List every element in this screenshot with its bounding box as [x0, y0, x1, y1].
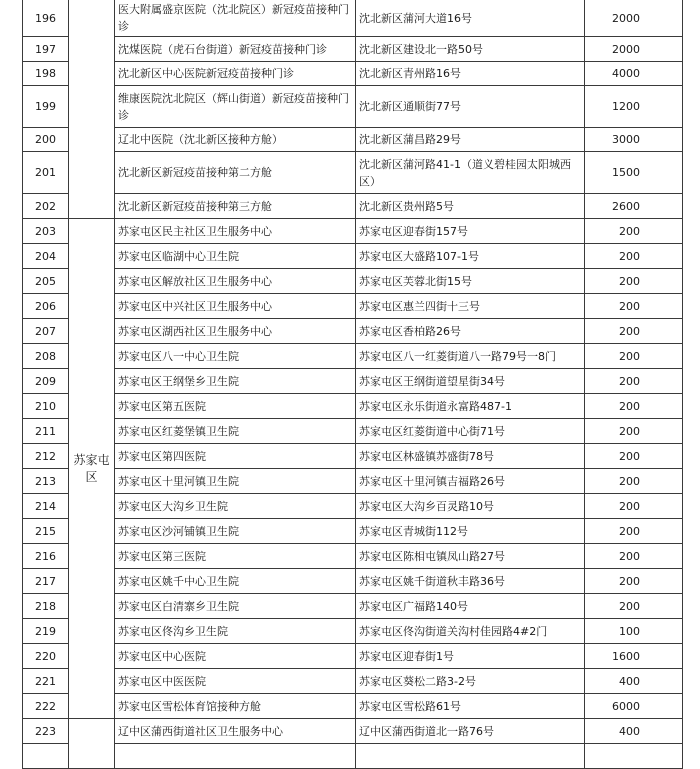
row-number: 221	[23, 669, 69, 694]
table-row	[23, 594, 683, 619]
dose-count: 200	[585, 369, 683, 394]
site-address: 苏家屯区雪松路61号	[356, 694, 585, 719]
site-address: 苏家屯区葵松二路3-2号	[356, 669, 585, 694]
row-number: 207	[23, 319, 69, 344]
table-row	[23, 419, 683, 444]
table-row	[23, 519, 683, 544]
dose-count: 200	[585, 494, 683, 519]
table-row	[23, 152, 683, 194]
site-name: 沈北新区新冠疫苗接种第三方舱	[115, 194, 356, 219]
row-number: 203	[23, 219, 69, 244]
row-number	[23, 744, 69, 769]
site-address: 苏家屯区大盛路107-1号	[356, 244, 585, 269]
site-name: 苏家屯区八一中心卫生院	[115, 344, 356, 369]
row-number: 200	[23, 128, 69, 152]
district-cell	[69, 0, 115, 219]
site-address: 苏家屯区迎春街1号	[356, 644, 585, 669]
row-number: 209	[23, 369, 69, 394]
row-number: 204	[23, 244, 69, 269]
site-name: 苏家屯区湖西社区卫生服务中心	[115, 319, 356, 344]
site-address: 苏家屯区佟沟街道关沟村佳园路4#2门	[356, 619, 585, 644]
site-address: 苏家屯区姚千街道秋丰路36号	[356, 569, 585, 594]
site-name	[115, 744, 356, 769]
table-row	[23, 319, 683, 344]
site-name: 沈煤医院（虎石台街道）新冠疫苗接种门诊	[115, 37, 356, 62]
site-address: 沈北新区建设北一路50号	[356, 37, 585, 62]
site-name: 苏家屯区佟沟乡卫生院	[115, 619, 356, 644]
site-address: 苏家屯区广福路140号	[356, 594, 585, 619]
row-number: 217	[23, 569, 69, 594]
table-row	[23, 37, 683, 62]
district-cell	[69, 719, 115, 769]
dose-count: 2000	[585, 0, 683, 37]
site-name: 维康医院沈北院区（辉山街道）新冠疫苗接种门诊	[115, 86, 356, 128]
table-row	[23, 744, 683, 769]
site-name: 苏家屯区姚千中心卫生院	[115, 569, 356, 594]
site-name: 苏家屯区中心医院	[115, 644, 356, 669]
dose-count: 200	[585, 394, 683, 419]
dose-count: 1500	[585, 152, 683, 194]
site-name: 苏家屯区沙河铺镇卫生院	[115, 519, 356, 544]
site-name: 苏家屯区第三医院	[115, 544, 356, 569]
table-row	[23, 128, 683, 152]
site-name: 苏家屯区第四医院	[115, 444, 356, 469]
dose-count: 2600	[585, 194, 683, 219]
dose-count: 100	[585, 619, 683, 644]
row-number: 198	[23, 62, 69, 86]
table-row	[23, 544, 683, 569]
site-address: 沈北新区贵州路5号	[356, 194, 585, 219]
site-address: 沈北新区蒲河路41-1（道义碧桂园太阳城西区）	[356, 152, 585, 194]
table-row	[23, 0, 683, 37]
dose-count: 200	[585, 319, 683, 344]
site-address: 苏家屯区王纲街道望星街34号	[356, 369, 585, 394]
site-name: 苏家屯区临湖中心卫生院	[115, 244, 356, 269]
table-row	[23, 694, 683, 719]
dose-count: 200	[585, 469, 683, 494]
row-number: 220	[23, 644, 69, 669]
table-row	[23, 344, 683, 369]
dose-count: 6000	[585, 694, 683, 719]
site-name: 苏家屯区雪松体育馆接种方舱	[115, 694, 356, 719]
table-row	[23, 669, 683, 694]
row-number: 215	[23, 519, 69, 544]
row-number: 205	[23, 269, 69, 294]
row-number: 218	[23, 594, 69, 619]
row-number: 212	[23, 444, 69, 469]
site-address: 苏家屯区永乐街道永富路487-1	[356, 394, 585, 419]
site-name: 苏家屯区民主社区卫生服务中心	[115, 219, 356, 244]
site-name: 苏家屯区白清寨乡卫生院	[115, 594, 356, 619]
site-address: 苏家屯区大沟乡百灵路10号	[356, 494, 585, 519]
site-address: 苏家屯区陈相屯镇凤山路27号	[356, 544, 585, 569]
table-row	[23, 619, 683, 644]
dose-count: 1600	[585, 644, 683, 669]
row-number: 202	[23, 194, 69, 219]
table-row	[23, 219, 683, 244]
site-address: 沈北新区青州路16号	[356, 62, 585, 86]
row-number: 197	[23, 37, 69, 62]
site-address: 苏家屯区八一红菱街道八一路79号一8门	[356, 344, 585, 369]
site-name: 苏家屯区王纲堡乡卫生院	[115, 369, 356, 394]
site-address: 苏家屯区林盛镇苏盛街78号	[356, 444, 585, 469]
row-number: 206	[23, 294, 69, 319]
dose-count	[585, 744, 683, 769]
table-row	[23, 86, 683, 128]
row-number: 223	[23, 719, 69, 744]
row-number: 219	[23, 619, 69, 644]
table-row	[23, 719, 683, 744]
site-address: 苏家屯区红菱街道中心街71号	[356, 419, 585, 444]
site-name: 辽北中医院（沈北新区接种方舱）	[115, 128, 356, 152]
table-row	[23, 269, 683, 294]
row-number: 216	[23, 544, 69, 569]
site-address: 苏家屯区迎春街157号	[356, 219, 585, 244]
dose-count: 200	[585, 519, 683, 544]
site-name: 苏家屯区中兴社区卫生服务中心	[115, 294, 356, 319]
dose-count: 400	[585, 669, 683, 694]
site-name: 苏家屯区红菱堡镇卫生院	[115, 419, 356, 444]
dose-count: 1200	[585, 86, 683, 128]
table-row	[23, 62, 683, 86]
site-name: 医大附属盛京医院（沈北院区）新冠疫苗接种门诊	[115, 0, 356, 37]
site-name: 苏家屯区十里河镇卫生院	[115, 469, 356, 494]
row-number: 208	[23, 344, 69, 369]
site-address: 苏家屯区惠兰四街十三号	[356, 294, 585, 319]
site-address: 苏家屯区十里河镇吉福路26号	[356, 469, 585, 494]
site-name: 苏家屯区中医医院	[115, 669, 356, 694]
table-row	[23, 469, 683, 494]
row-number: 222	[23, 694, 69, 719]
table-row	[23, 294, 683, 319]
site-name: 苏家屯区大沟乡卫生院	[115, 494, 356, 519]
site-address: 沈北新区通顺街77号	[356, 86, 585, 128]
site-address: 辽中区蒲西街道北一路76号	[356, 719, 585, 744]
row-number: 213	[23, 469, 69, 494]
dose-count: 4000	[585, 62, 683, 86]
row-number: 201	[23, 152, 69, 194]
table-row	[23, 644, 683, 669]
site-address: 苏家屯区芙蓉北街15号	[356, 269, 585, 294]
site-address	[356, 744, 585, 769]
dose-count: 200	[585, 219, 683, 244]
site-name: 苏家屯区第五医院	[115, 394, 356, 419]
table-row	[23, 194, 683, 219]
site-name: 苏家屯区解放社区卫生服务中心	[115, 269, 356, 294]
dose-count: 400	[585, 719, 683, 744]
row-number: 211	[23, 419, 69, 444]
dose-count: 200	[585, 419, 683, 444]
dose-count: 2000	[585, 37, 683, 62]
dose-count: 200	[585, 444, 683, 469]
dose-count: 200	[585, 594, 683, 619]
table-row	[23, 244, 683, 269]
site-address: 沈北新区蒲河大道16号	[356, 0, 585, 37]
site-name: 沈北新区新冠疫苗接种第二方舱	[115, 152, 356, 194]
row-number: 210	[23, 394, 69, 419]
dose-count: 3000	[585, 128, 683, 152]
vaccination-sites-table	[22, 0, 683, 769]
table-row	[23, 494, 683, 519]
table-body	[23, 0, 683, 769]
row-number: 214	[23, 494, 69, 519]
dose-count: 200	[585, 244, 683, 269]
table-row	[23, 394, 683, 419]
site-name: 沈北新区中心医院新冠疫苗接种门诊	[115, 62, 356, 86]
district-cell: 苏家屯区	[69, 219, 115, 719]
dose-count: 200	[585, 569, 683, 594]
table-row	[23, 444, 683, 469]
table-row	[23, 369, 683, 394]
dose-count: 200	[585, 344, 683, 369]
row-number: 199	[23, 86, 69, 128]
site-address: 沈北新区蒲昌路29号	[356, 128, 585, 152]
site-address: 苏家屯区青城街112号	[356, 519, 585, 544]
row-number: 196	[23, 0, 69, 37]
dose-count: 200	[585, 294, 683, 319]
site-name: 辽中区蒲西街道社区卫生服务中心	[115, 719, 356, 744]
table-row	[23, 569, 683, 594]
site-address: 苏家屯区香柏路26号	[356, 319, 585, 344]
dose-count: 200	[585, 544, 683, 569]
dose-count: 200	[585, 269, 683, 294]
